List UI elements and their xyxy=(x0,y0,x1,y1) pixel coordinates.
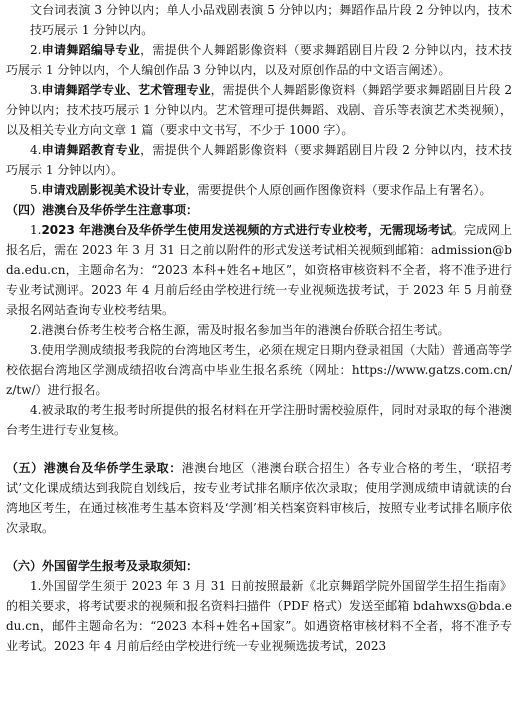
section-4-para-2: 2.港澳台侨考生校考合格生源，需及时报名参加当年的港澳台侨联合招生考试。 xyxy=(30,323,450,337)
section-6-heading: （六）外国留学生报考及录取须知： xyxy=(6,559,199,573)
item-2-text: ，需提供个人舞蹈影像资料（要求舞蹈剧目片段 2 分钟以内，技术技巧展示 1 分钟以内，个人编创作品 3 分钟以内，以及对原创作品的中文语言阐述）。 xyxy=(6,43,512,77)
item-3-text: ，需提供个人舞蹈影像资料（舞蹈学要求舞蹈剧目片段 2 分钟以内；技术技巧展示 1 分钟以内。艺术管理可提供舞蹈、戏剧、音乐等表演艺术类视频），以及相关专业方向文章 1 篇（要求中文书写，不少于 1000 字）。 xyxy=(6,83,512,137)
item-1-continuation: 文台词表演 3 分钟以内；单人小品戏剧表演 5 分钟以内；舞蹈作品片段 2 分钟以内，技术技巧展示 1 分钟以内。 xyxy=(30,3,512,37)
item-5-text: ，需要提供个人原创画作图像资料（要求作品上有署名）。 xyxy=(185,183,492,197)
item-5-num: 5. xyxy=(30,183,42,197)
item-5 xyxy=(6,180,512,200)
item-4-title: 申请舞蹈教育专业 xyxy=(41,143,141,157)
section-4-para-1 xyxy=(6,220,512,320)
item-3 xyxy=(6,80,512,140)
item-2 xyxy=(6,40,512,80)
spacer xyxy=(6,538,512,556)
item-4-num: 4. xyxy=(30,143,42,157)
item-4-text: ，需提供个人舞蹈影像资料（要求舞蹈剧目片段 2 分钟以内，技术技巧展示 1 分钟以内）。 xyxy=(6,143,512,177)
item-2-title: 申请舞蹈编导专业 xyxy=(41,43,141,57)
spacer xyxy=(6,440,512,458)
section-4-para-1-num: 1. xyxy=(30,223,42,237)
section-5 xyxy=(6,458,512,538)
section-4-para-1-bold: 2023 年港澳台及华侨学生使用发送视频的方式进行专业校考，无需现场考试 xyxy=(41,223,452,237)
section-5-heading: （五）港澳台及华侨学生录取： xyxy=(6,461,182,475)
section-6-para-1: 1.外国留学生须于 2023 年 3 月 31 日前按照最新《北京舞蹈学院外国留学生招生指南》的相关要求，将考试要求的视频和报名资料扫描件（PDF 格式）发送至邮箱 bdahwxs@bda.edu.cn，邮件主题命名为：“2023 本科+姓名+国家”。如遇资格审核材料不全者，将不准予专业考试。2023 年 4 月前后经由学校进行统一专业视频选拔考试，2023 xyxy=(6,579,512,653)
section-4-para-1-text: 。完成网上报名后，需在 2023 年 3 月 31 日之前以附件的形式发送考试相关视频到邮箱：admission@bda.edu.cn，主题命名为：“2023 本科+姓名+地区”，如资格审核资料不全者，将不准予进行专业考试测评。2023 年 4 月前后经由学校进行统一专业视频选拔考试，于 2023 年 5 月前登录报名网站查询专业校考结果。 xyxy=(6,223,512,317)
section-4-heading: （四）港澳台及华侨学生注意事项： xyxy=(6,203,199,217)
item-4 xyxy=(6,140,512,180)
document-page xyxy=(6,0,512,656)
section-4-para-3: 3.使用学测成绩报考我院的台湾地区考生，必须在规定日期内登录祖国（大陆）普通高等学校依据台湾地区学测成绩招收台湾高中毕业生报名系统（网址：https://www.gatzs.com.cn/z/tw/）进行报名。 xyxy=(6,343,512,397)
item-2-num: 2. xyxy=(30,43,42,57)
section-5-text: 港澳台地区（港澳台联合招生）各专业合格的考生，‘联招考试’文化课成绩达到我院自划线后，按专业考试排名顺序依次录取；使用学测成绩申请就读的台湾地区考生，在通过核准考生基本资料及‘学测’相关档案资料审核后，按照专业考试排名顺序依次录取。 xyxy=(6,461,512,535)
item-3-title: 申请舞蹈学专业、艺术管理专业 xyxy=(41,83,211,97)
item-5-title: 申请戏剧影视美术设计专业 xyxy=(41,183,186,197)
section-4-para-4: 4.被录取的考生报考时所提供的报名材料在开学注册时需校验原件，同时对录取的每个港澳台考生进行专业复核。 xyxy=(6,403,512,437)
item-3-num: 3. xyxy=(30,83,42,97)
